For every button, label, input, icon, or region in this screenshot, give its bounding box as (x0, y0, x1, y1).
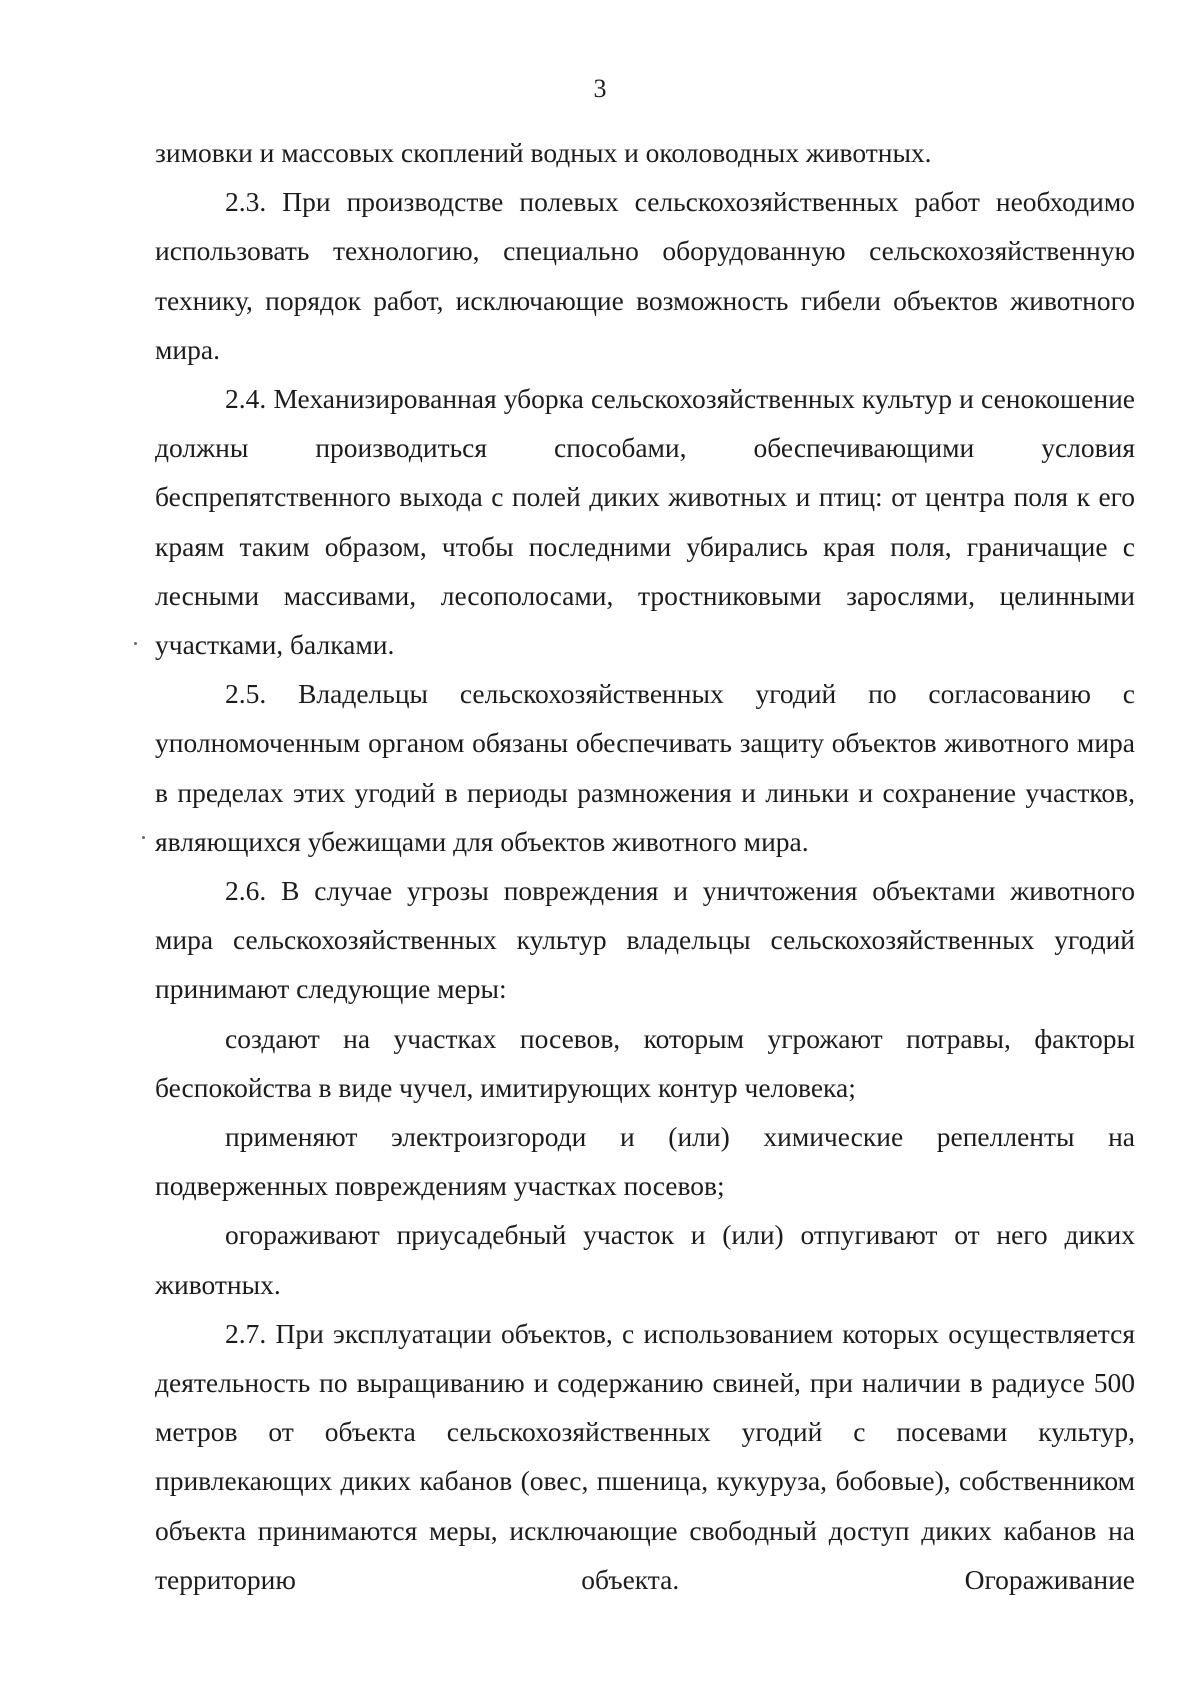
paragraph-measure-fencing: огораживают приусадебный участок и (или) отпугивают от него диких животных. (155, 1219, 1135, 1300)
scan-speck (134, 642, 137, 645)
scan-speck (142, 836, 145, 839)
page-number: 3 (593, 74, 607, 103)
paragraph-2-5: 2.5. Владельцы сельскохозяйственных угодий по согласованию с уполномоченным органом обязаны обеспечивать защиту объектов животного мира в пределах этих угодий в периоды размножения и линьки и сохранение участков, являющихся убежищами для объектов животного мира. (155, 678, 1135, 857)
paragraph-2-4: 2.4. Механизированная уборка сельскохозяйственных культур и сенокошение должны производиться способами, обеспечивающими условия беспрепятственного выхода с полей диких животных и птиц: от центра поля к его краям таким образом, чтобы последними убирались края поля, граничащие с лесными массивами, лесополосами, тростниковыми зарослями, целинными участками, балками. (155, 383, 1135, 661)
paragraph-2-6: 2.6. В случае угрозы повреждения и уничтожения объектами животного мира сельскохозяйственных культур владельцы сельскохозяйственных угодий принимают следующие меры: (155, 875, 1135, 1005)
paragraph-measure-electric-fences: применяют электроизгороди и (или) химические репелленты на подверженных повреждениям участках посевов; (155, 1121, 1135, 1202)
paragraph-continuation: зимовки и массовых скоплений водных и околоводных животных. (155, 137, 932, 168)
paragraph-2-7: 2.7. При эксплуатации объектов, с использованием которых осуществляется деятельность по выращиванию и содержанию свиней, при наличии в радиусе 500 метров от объекта сельскохозяйственных угодий с посевами культур, привлекающих диких кабанов (овес, пшеница, кукуруза, бобовые), собственником объекта принимаются меры, исключающие свободный доступ диких кабанов на территорию объекта. Огораживание (155, 1317, 1135, 1595)
document-body (155, 128, 1135, 1604)
paragraph-measure-scarecrows: создают на участках посевов, которым угрожают потравы, факторы беспокойства в виде чучел, имитирующих контур человека; (155, 1022, 1135, 1103)
paragraph-2-3: 2.3. При производстве полевых сельскохозяйственных работ необходимо использовать технологию, специально оборудованную сельскохозяйственную технику, порядок работ, исключающие возможность гибели объектов животного мира. (155, 186, 1135, 365)
